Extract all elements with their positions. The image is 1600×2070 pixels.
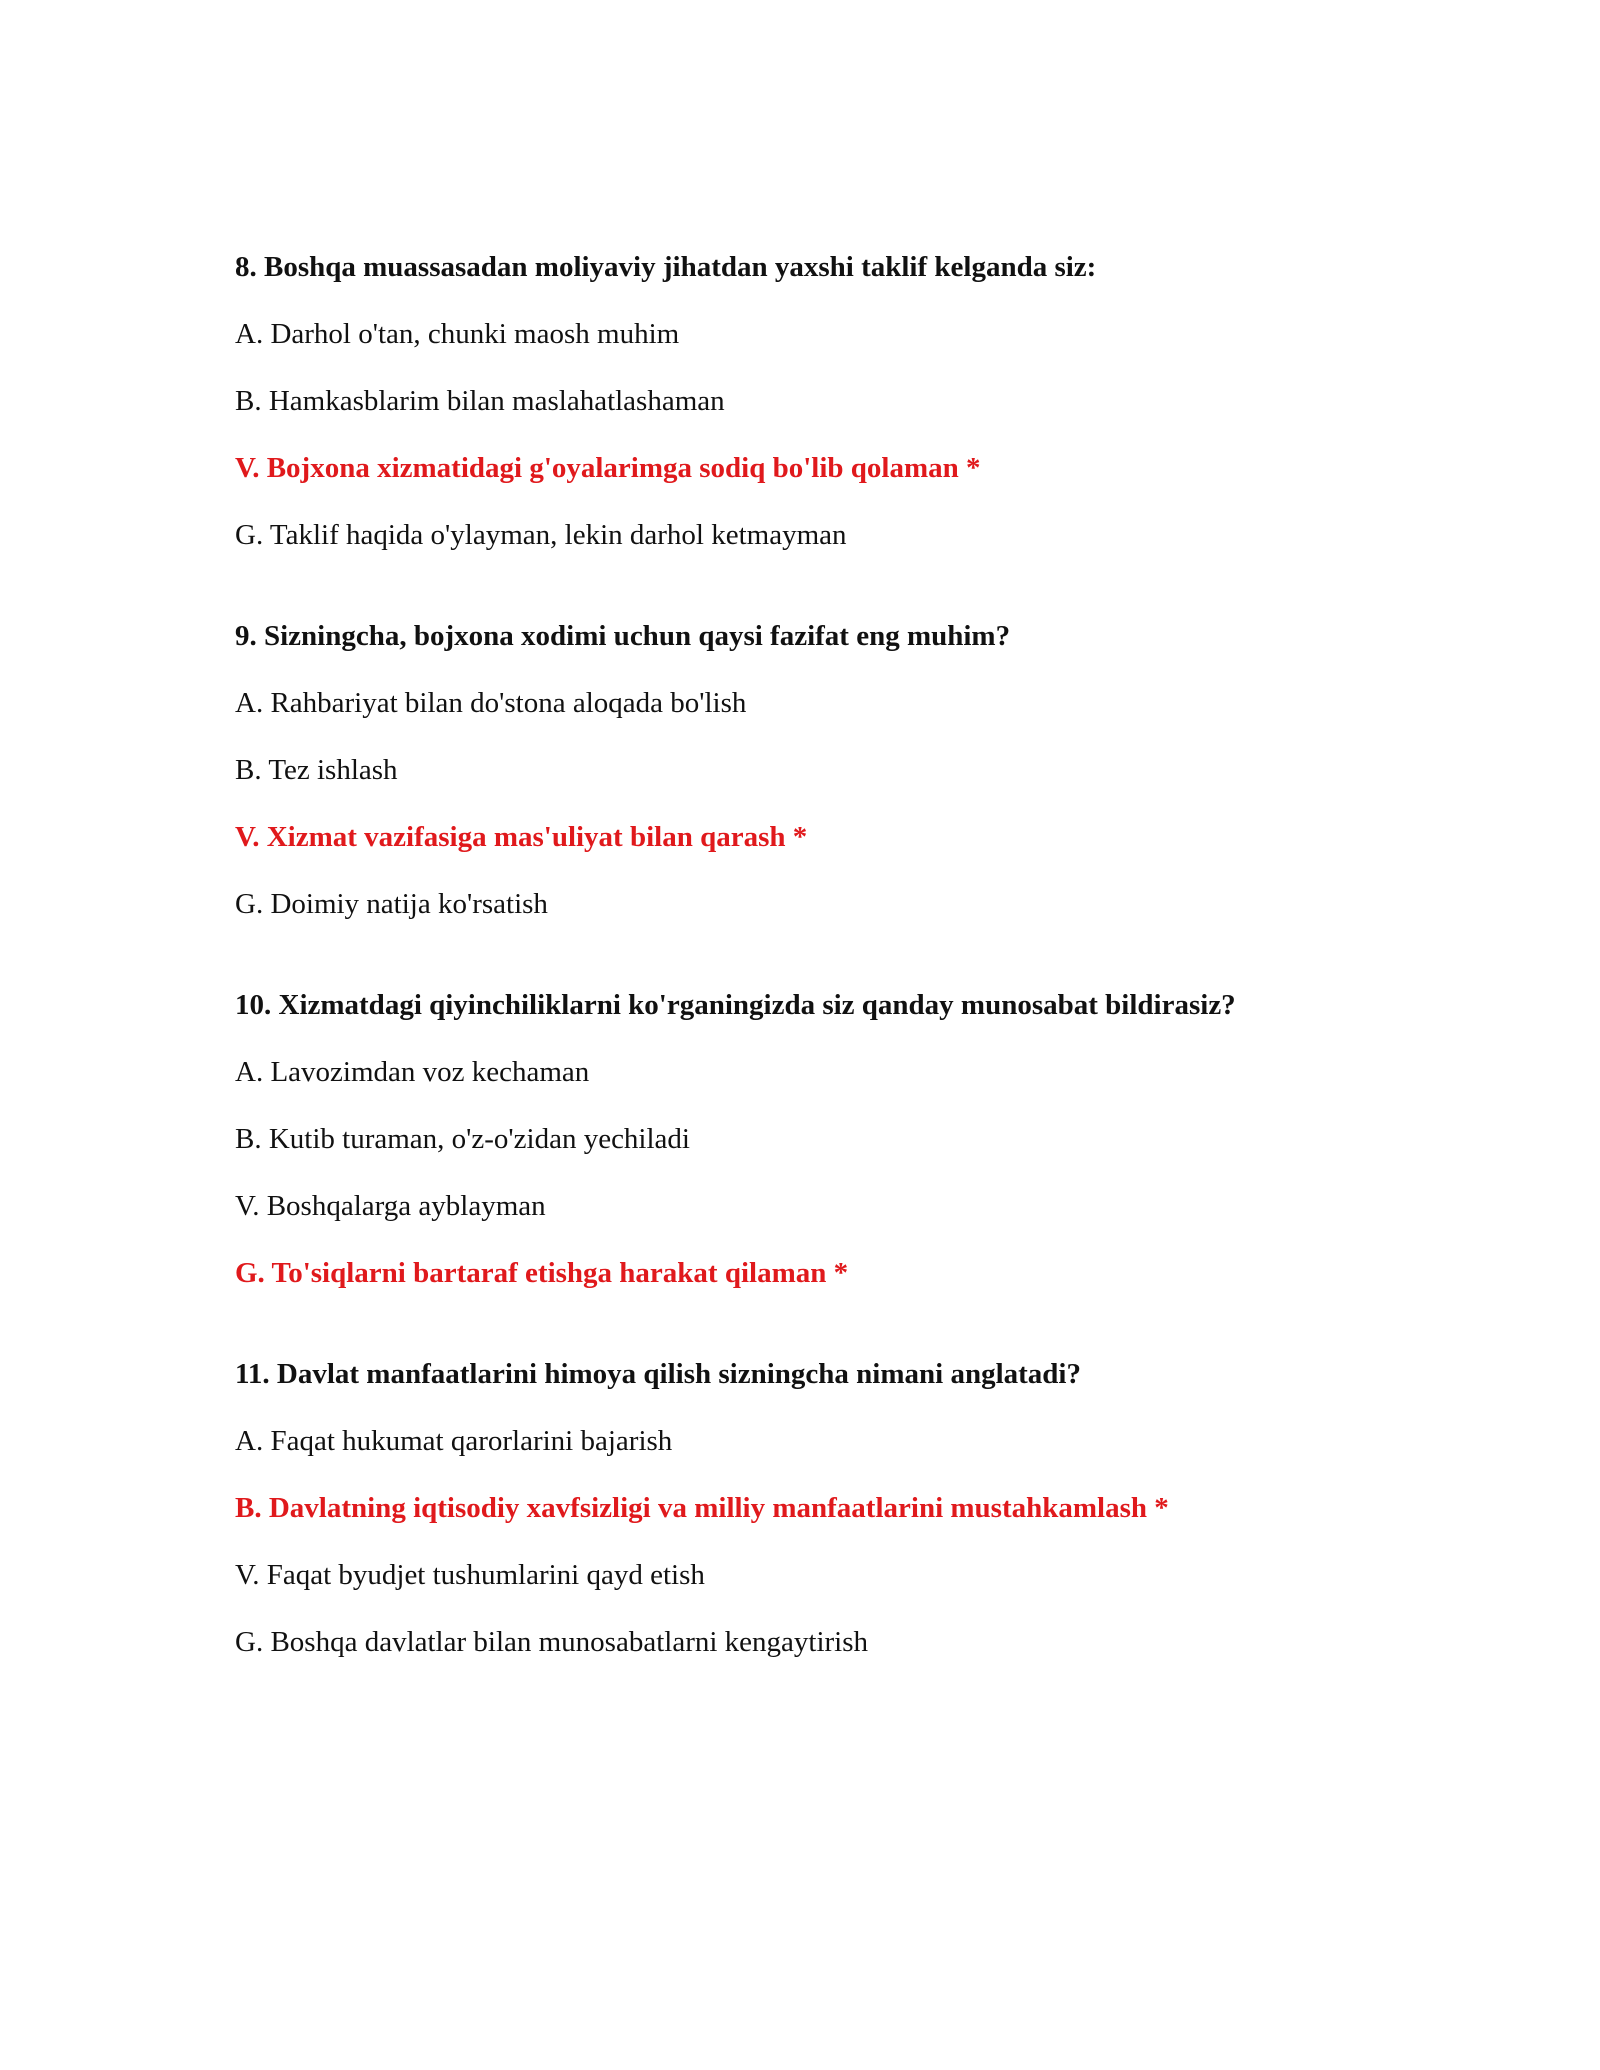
answer-option: G. Doimiy natija ko'rsatish xyxy=(235,888,548,920)
answer-option: A. Faqat hukumat qarorlarini bajarish xyxy=(235,1425,673,1457)
answer-option: G. Taklif haqida o'ylayman, lekin darhol ketmayman xyxy=(235,519,847,551)
answer-option: A. Darhol o'tan, chunki maosh muhim xyxy=(235,318,680,350)
answer-option: B. Kutib turaman, o'z-o'zidan yechiladi xyxy=(235,1123,690,1155)
question-text: 10. Xizmatdagi qiyinchiliklarni ko'rganingizda siz qanday munosabat bildirasiz? xyxy=(235,989,1236,1021)
answer-option: V. Boshqalarga ayblayman xyxy=(235,1190,546,1222)
answer-option: V. Faqat byudjet tushumlarini qayd etish xyxy=(235,1559,705,1591)
answer-option: B. Tez ishlash xyxy=(235,754,398,786)
question-block xyxy=(235,250,1435,552)
question-text: 8. Boshqa muassasadan moliyaviy jihatdan yaxshi taklif kelganda siz: xyxy=(235,251,1097,283)
answer-option: G. Boshqa davlatlar bilan munosabatlarni kengaytirish xyxy=(235,1626,869,1658)
answer-option-correct: G. To'siqlarni bartaraf etishga harakat qilaman * xyxy=(235,1257,849,1289)
question-text: 11. Davlat manfaatlarini himoya qilish sizningcha nimani anglatadi? xyxy=(235,1358,1081,1390)
question-block xyxy=(235,1357,1435,1659)
question-text: 9. Sizningcha, bojxona xodimi uchun qaysi fazifat eng muhim? xyxy=(235,620,1011,652)
question-block xyxy=(235,619,1435,921)
answer-option: A. Rahbariyat bilan do'stona aloqada bo'lish xyxy=(235,687,747,719)
answer-option-correct: V. Xizmat vazifasiga mas'uliyat bilan qarash * xyxy=(235,821,808,853)
answer-option: A. Lavozimdan voz kechaman xyxy=(235,1056,590,1088)
questionnaire xyxy=(235,250,1435,1659)
answer-option-correct: B. Davlatning iqtisodiy xavfsizligi va milliy manfaatlarini mustahkamlash * xyxy=(235,1492,1169,1524)
answer-option-correct: V. Bojxona xizmatidagi g'oyalarimga sodiq bo'lib qolaman * xyxy=(235,452,981,484)
answer-option: B. Hamkasblarim bilan maslahatlashaman xyxy=(235,385,725,417)
question-block xyxy=(235,988,1435,1290)
